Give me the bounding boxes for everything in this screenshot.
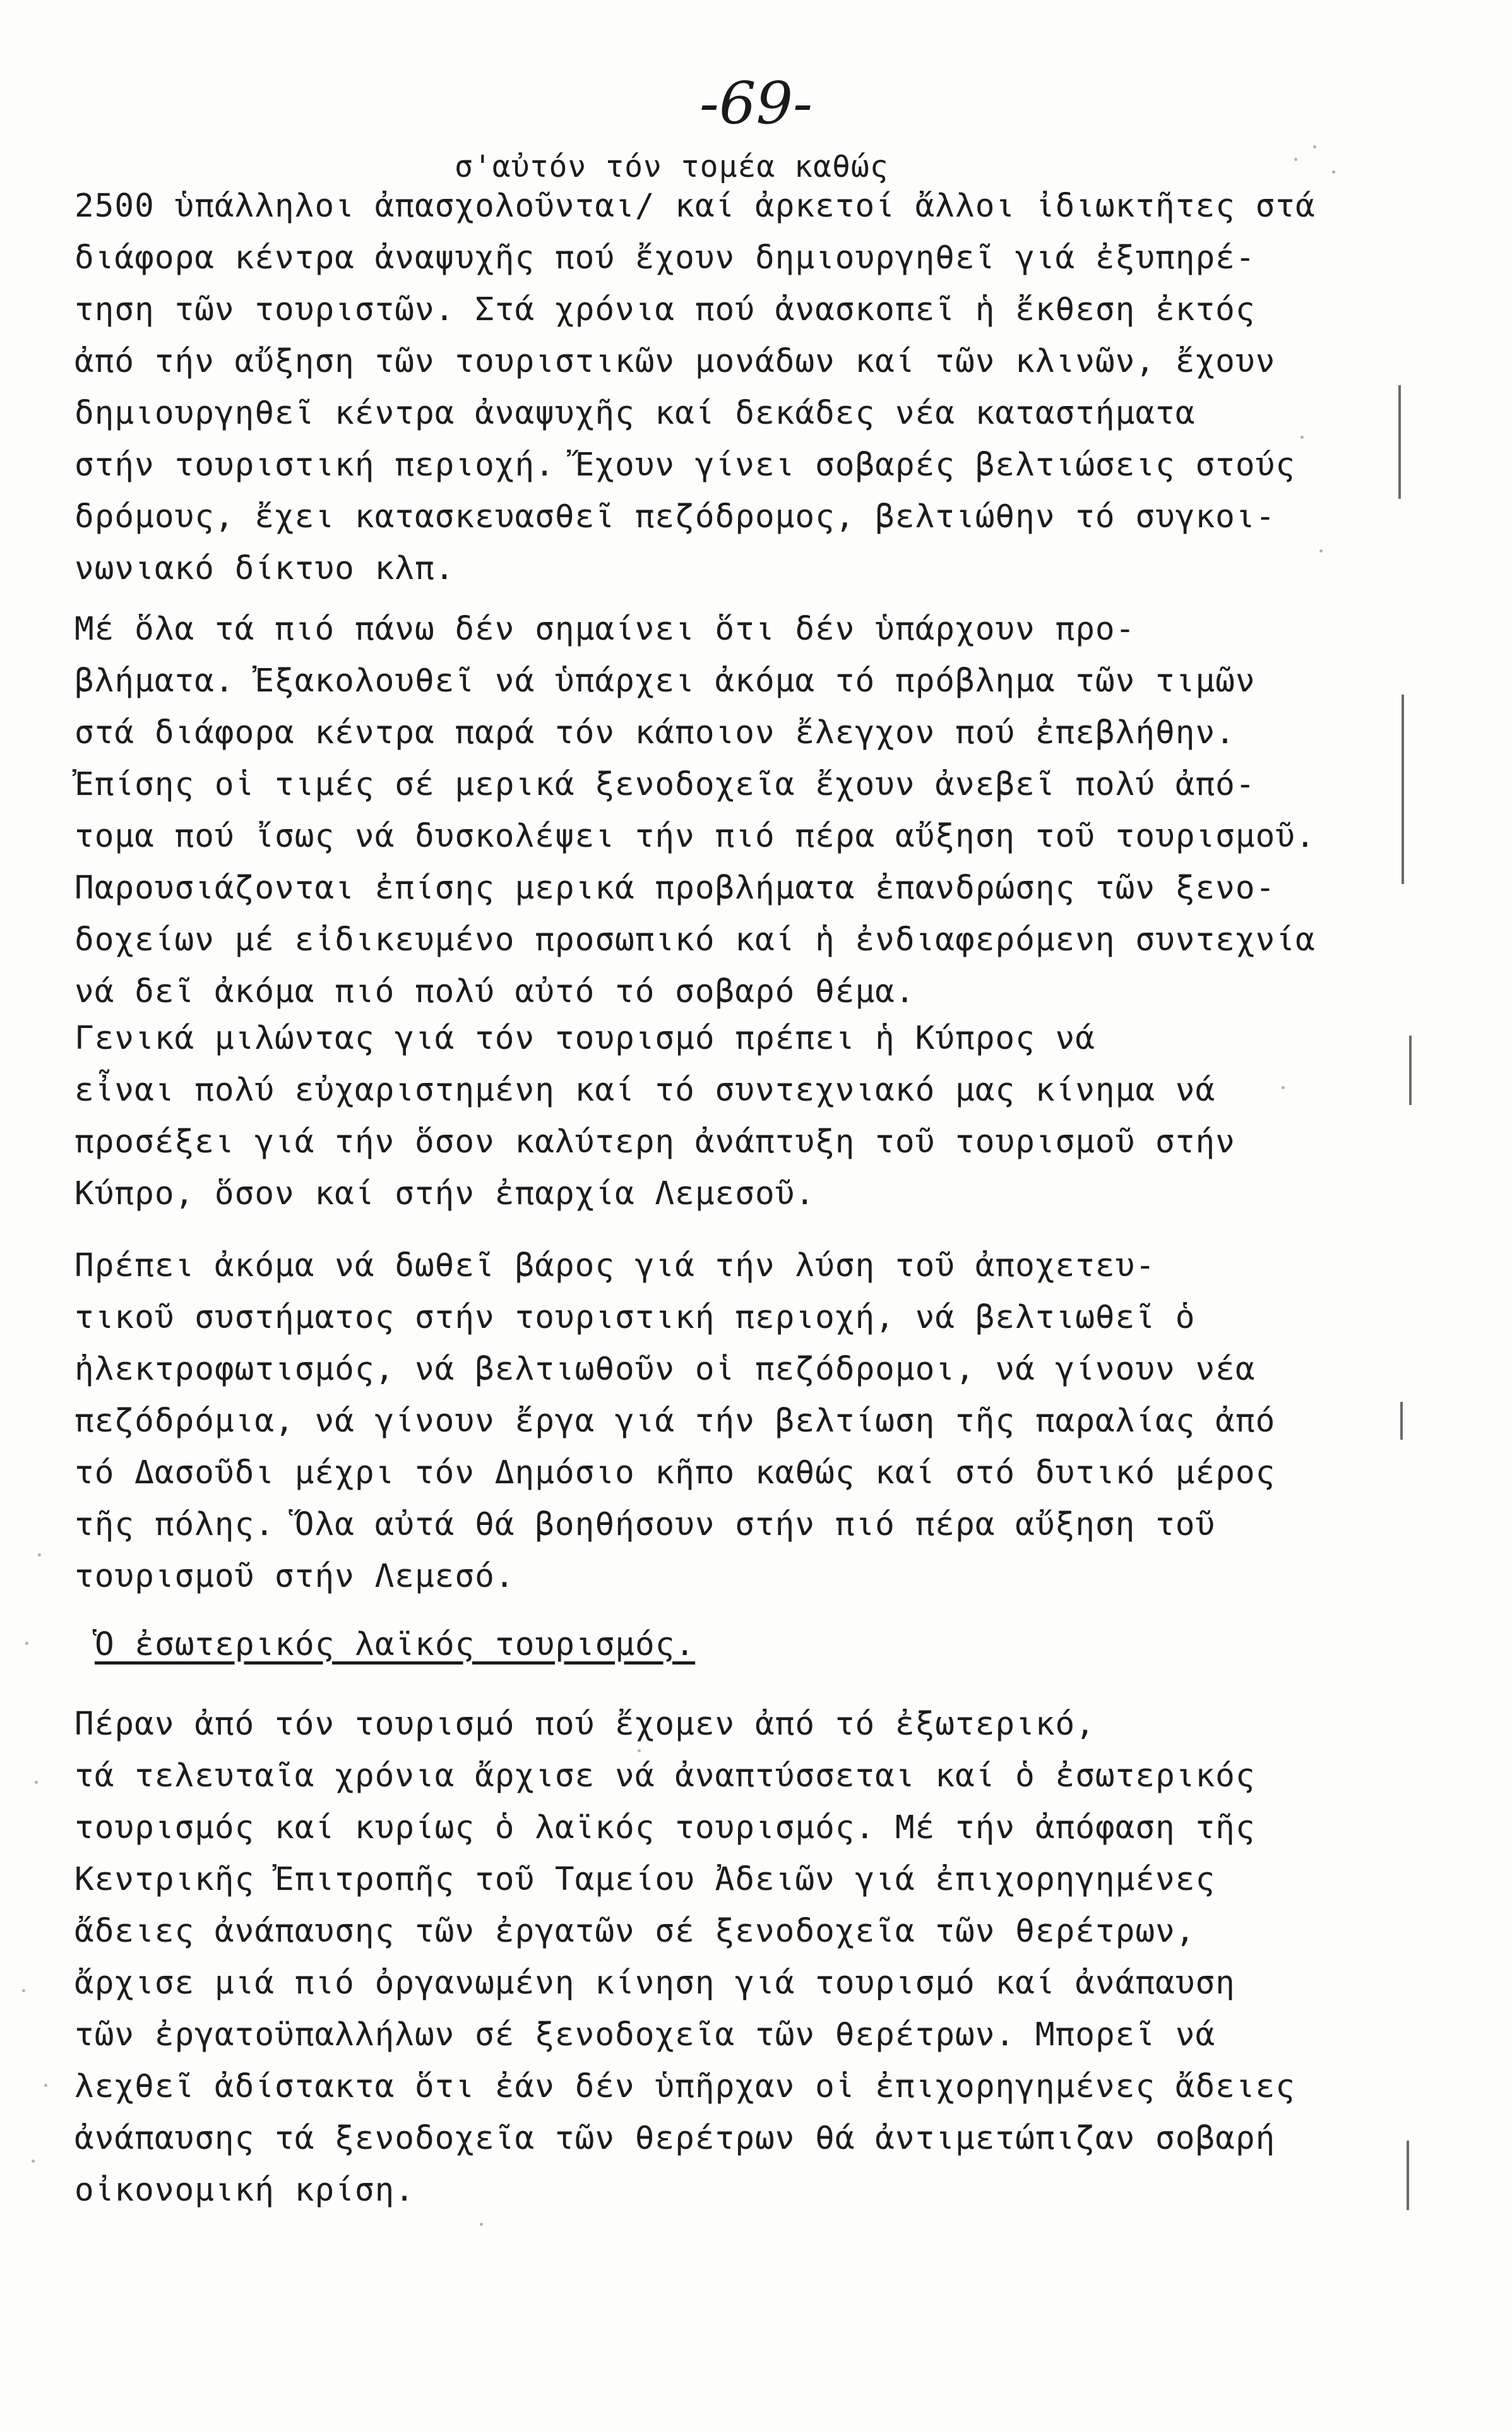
text-line: ἀνάπαυσης τά ξενοδοχεῖα τῶν θερέτρων θά ἀντιμετώπιζαν σοβαρή	[74, 2120, 1276, 2157]
text-line: Μέ ὅλα τά πιό πάνω δέν σημαίνει ὅτι δέν ὑπάρχουν προ-	[74, 611, 1136, 648]
scan-speck	[32, 2160, 35, 2163]
text-line: προσέξει γιά τήν ὅσον καλύτερη ἀνάπτυξη τοῦ τουρισμοῦ στήν	[74, 1123, 1235, 1161]
scan-speck	[1282, 1086, 1285, 1089]
paragraph-4	[74, 1240, 1337, 1603]
text-line: ἄδειες ἀνάπαυσης τῶν ἐργατῶν σέ ξενοδοχεῖα τῶν θερέτρων,	[74, 1913, 1196, 1950]
scan-margin-mark	[1409, 1036, 1412, 1105]
scan-margin-mark	[1402, 695, 1404, 884]
text-line: τομα πού ἴσως νά δυσκολέψει τήν πιό πέρα αὔξηση τοῦ τουρισμοῦ.	[74, 818, 1316, 855]
text-line: ἀπό τήν αὔξηση τῶν τουριστικῶν μονάδων καί τῶν κλινῶν, ἔχουν	[74, 343, 1276, 380]
scan-margin-mark	[1398, 385, 1401, 499]
scan-margin-mark	[1400, 1402, 1403, 1440]
text-line: τηση τῶν τουριστῶν. Στά χρόνια πού ἀνασκοπεῖ ἡ ἔκθεση ἐκτός	[74, 291, 1256, 328]
text-line: διάφορα κέντρα ἀναψυχῆς πού ἔχουν δημιουργηθεῖ γιά ἐξυπηρέ-	[74, 239, 1256, 277]
text-line: 2500 ὑπάλληλοι ἀπασχολοῦνται/ καί ἀρκετοί ἄλλοι ἰδιωκτῆτες στά	[74, 188, 1316, 225]
text-line: οἰκονομική κρίση.	[74, 2172, 415, 2209]
text-line: Πέραν ἀπό τόν τουρισμό πού ἔχομεν ἀπό τό ἐξωτερικό,	[74, 1706, 1095, 1743]
scan-speck	[480, 2223, 483, 2226]
scan-speck	[35, 1781, 38, 1784]
text-line: ἄρχισε μιά πιό ὀργανωμένη κίνηση γιά τουρισμό καί ἀνάπαυση	[74, 1964, 1235, 2002]
text-line: δρόμους, ἔχει κατασκευασθεῖ πεζόδρομος, βελτιώθην τό συγκοι-	[74, 498, 1276, 535]
scan-speck	[38, 1553, 41, 1557]
text-line: νά δεῖ ἀκόμα πιό πολύ αὐτό τό σοβαρό θέμα.	[74, 973, 915, 1010]
text-line: στά διάφορα κέντρα παρά τόν κάποιον ἔλεγχον πού ἐπεβλήθην.	[74, 714, 1235, 751]
text-line: δοχείων μέ εἰδικευμένο προσωπικό καί ἡ ἐνδιαφερόμενη συντεχνία	[74, 921, 1316, 959]
paragraph-2	[74, 604, 1337, 1018]
text-line: Ἐπίσης οἱ τιμές σέ μερικά ξενοδοχεῖα ἔχουν ἀνεβεῖ πολύ ἀπό-	[74, 766, 1256, 803]
text-line: τά τελευταῖα χρόνια ἄρχισε νά ἀναπτύσσεται καί ὁ ἐσωτερικός	[74, 1757, 1256, 1795]
text-line: στήν τουριστική περιοχή. Ἔχουν γίνει σοβαρές βελτιώσεις στούς	[74, 446, 1295, 484]
text-line: Γενικά μιλώντας γιά τόν τουρισμό πρέπει ἡ Κύπρος νά	[74, 1020, 1095, 1057]
text-line: Κύπρο, ὅσον καί στήν ἐπαρχία Λεμεσοῦ.	[74, 1175, 816, 1212]
page-number: -69-	[699, 69, 813, 137]
text-line: τῆς πόλης. Ὅλα αὐτά θά βοηθήσουν στήν πιό πέρα αὔξηση τοῦ	[74, 1506, 1216, 1543]
scan-speck	[1319, 549, 1323, 553]
text-line: εἶναι πολύ εὐχαριστημένη καί τό συντεχνιακό μας κίνημα νά	[74, 1072, 1216, 1109]
scan-speck	[1294, 158, 1297, 161]
paragraph-3	[74, 1013, 1337, 1220]
paragraph-5	[74, 1699, 1337, 2216]
text-line: Πρέπει ἀκόμα νά δωθεῖ βάρος γιά τήν λύση τοῦ ἀποχετευ-	[74, 1247, 1156, 1284]
scan-speck	[25, 1642, 28, 1645]
section-heading: Ὁ ἐσωτερικός λαϊκός τουρισμός.	[95, 1626, 696, 1663]
text-line: πεζόδρόμια, νά γίνουν ἔργα γιά τήν βελτίωση τῆς παραλίας ἀπό	[74, 1402, 1276, 1440]
text-line: βλήματα. Ἐξακολουθεῖ νά ὑπάρχει ἀκόμα τό πρόβλημα τῶν τιμῶν	[74, 662, 1256, 700]
scan-speck	[638, 1749, 641, 1752]
text-line: τό Δασοῦδι μέχρι τόν Δημόσιο κῆπο καθώς καί στό δυτικό μέρος	[74, 1454, 1276, 1491]
text-line: τουρισμός καί κυρίως ὁ λαϊκός τουρισμός. Μέ τήν ἀπόφαση τῆς	[74, 1809, 1256, 1846]
text-line: τουρισμοῦ στήν Λεμεσό.	[74, 1558, 515, 1595]
scan-speck	[1301, 436, 1304, 439]
text-line: νωνιακό δίκτυο κλπ.	[74, 550, 455, 587]
text-line: τικοῦ συστήματος στήν τουριστική περιοχή, νά βελτιωθεῖ ὁ	[74, 1299, 1196, 1336]
scan-speck	[1313, 145, 1316, 148]
handwritten-insertion: σ'αὐτόν τόν τομέα καθώς	[455, 149, 889, 184]
scan-speck	[44, 2084, 47, 2087]
text-line: λεχθεῖ ἀδίστακτα ὅτι ἐάν δέν ὑπῆρχαν οἱ ἐπιχορηγημένες ἄδειες	[74, 2068, 1295, 2105]
text-line: Κεντρικῆς Ἐπιτροπῆς τοῦ Ταμείου Ἀδειῶν γιά ἐπιχορηγημένες	[74, 1861, 1216, 1898]
scan-speck	[22, 1989, 25, 1992]
scan-speck	[1332, 170, 1335, 174]
text-line: ἠλεκτροφωτισμός, νά βελτιωθοῦν οἱ πεζόδρομοι, νά γίνουν νέα	[74, 1351, 1256, 1388]
text-line: τῶν ἐργατοϋπαλλήλων σέ ξενοδοχεῖα τῶν θερέτρων. Μπορεῖ νά	[74, 2016, 1216, 2053]
scan-margin-mark	[1407, 2141, 1409, 2210]
text-line: Παρουσιάζονται ἐπίσης μερικά προβλήματα ἐπανδρώσης τῶν ξενο-	[74, 870, 1276, 907]
text-line: δημιουργηθεῖ κέντρα ἀναψυχῆς καί δεκάδες νέα καταστήματα	[74, 395, 1196, 432]
paragraph-1	[74, 181, 1337, 595]
